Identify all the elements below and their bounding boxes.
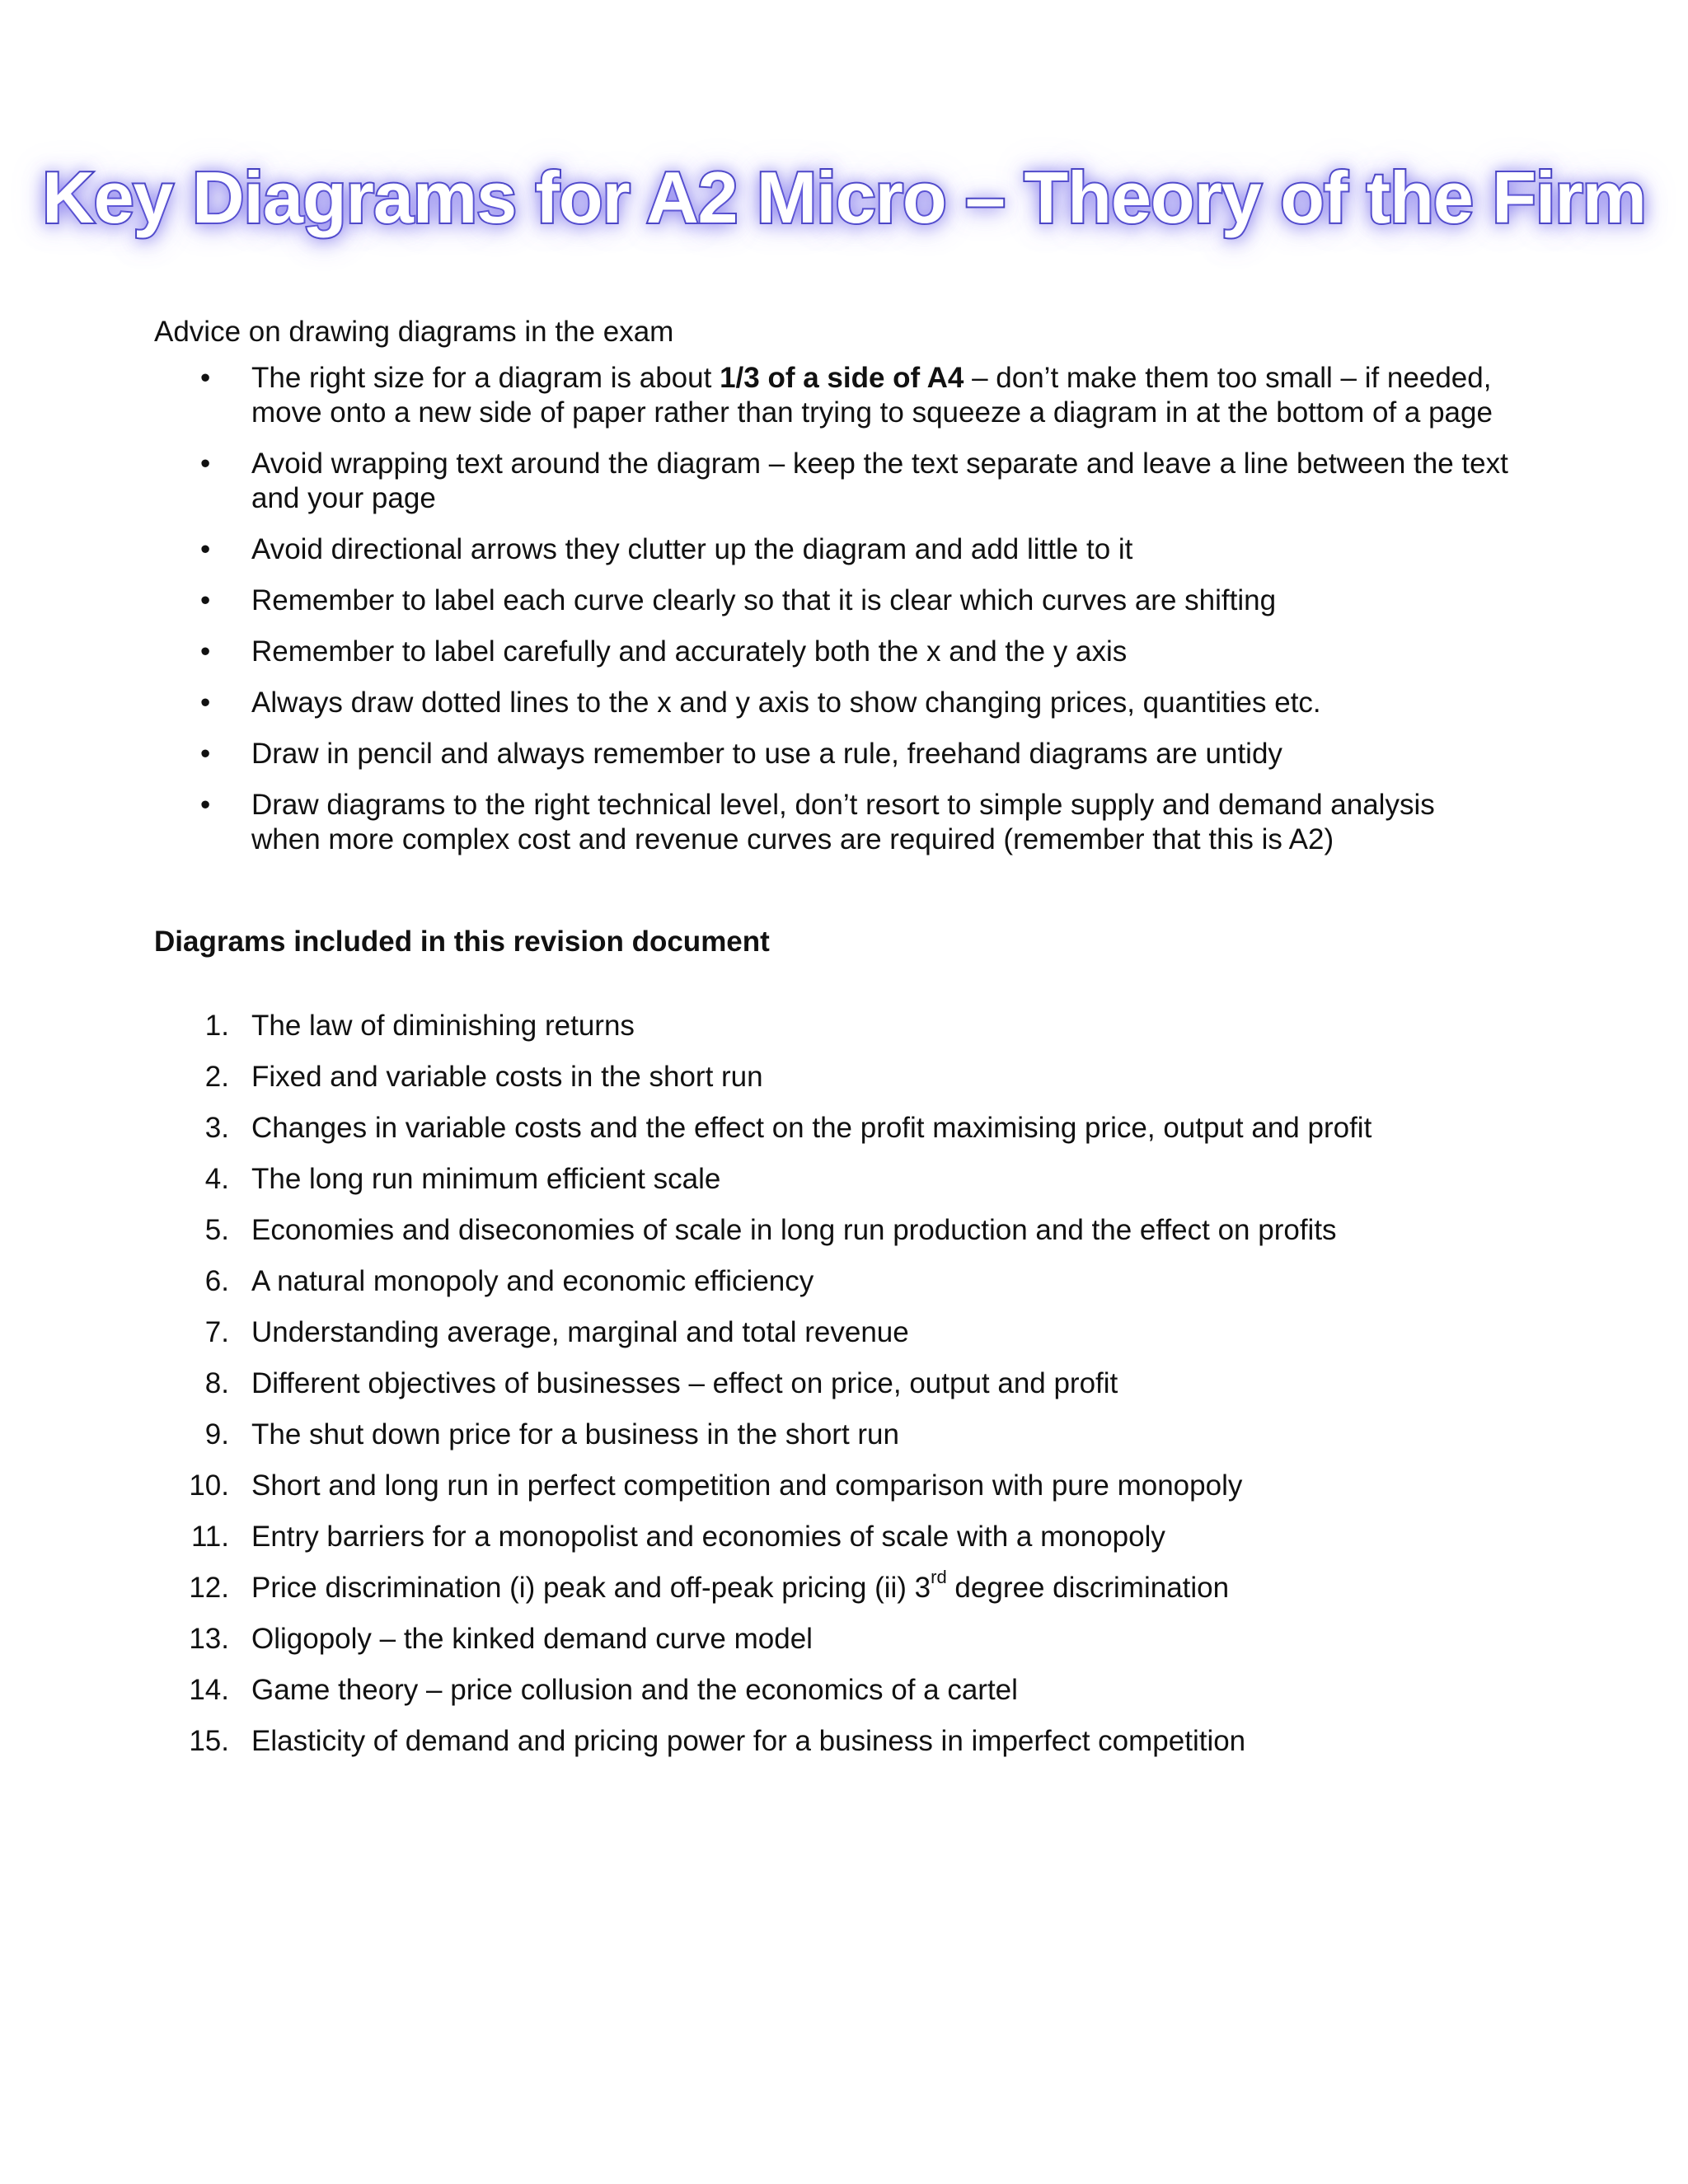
list-text: Elasticity of demand and pricing power for a business in imperfect competition — [251, 1725, 1246, 1757]
list-number: 9. — [204, 1418, 229, 1451]
bullet-icon: • — [200, 738, 211, 770]
list-number: 5. — [204, 1214, 229, 1246]
advice-text-tail: – don’t make them too small – if needed, move onto a new side of paper rather than trying to squeeze a diagram in at the bottom of a page — [251, 362, 1493, 429]
advice-item — [0, 583, 1688, 618]
list-number: 6. — [204, 1265, 229, 1297]
advice-item — [0, 447, 1688, 516]
page-title: Key Diagrams for A2 Micro – Theory of the Firm — [42, 157, 1646, 238]
list-item — [0, 1264, 1688, 1315]
advice-item — [0, 686, 1688, 720]
ordinal-superscript: rd — [931, 1567, 947, 1588]
advice-text: Avoid wrapping text around the diagram – keep the text separate and leave a line between the text and your page — [251, 448, 1508, 514]
bullet-icon: • — [200, 789, 211, 821]
list-number: 2. — [204, 1061, 229, 1093]
advice-text: Always draw dotted lines to the x and y axis to show changing prices, quantities etc. — [251, 687, 1321, 719]
list-number: 4. — [204, 1163, 229, 1195]
list-item — [0, 1060, 1688, 1111]
list-text-tail: degree discrimination — [946, 1572, 1230, 1604]
list-text: Economies and diseconomies of scale in long run production and the effect on profits — [251, 1214, 1337, 1246]
list-text: Game theory – price collusion and the economics of a cartel — [251, 1674, 1018, 1706]
list-item — [0, 1213, 1688, 1264]
list-number: 8. — [204, 1367, 229, 1399]
list-text: The long run minimum efficient scale — [251, 1163, 721, 1195]
advice-text: Avoid directional arrows they clutter up the diagram and add little to it — [251, 533, 1133, 565]
advice-item — [0, 361, 1688, 430]
list-item — [0, 1469, 1688, 1520]
list-text: The shut down price for a business in the short run — [251, 1418, 899, 1451]
list-item — [0, 1622, 1688, 1673]
advice-emphasis: 1/3 of a side of A4 — [720, 362, 964, 394]
list-text: Oligopoly – the kinked demand curve model — [251, 1623, 813, 1655]
list-item — [0, 1673, 1688, 1724]
bullet-icon: • — [200, 584, 211, 616]
advice-intro: Advice on drawing diagrams in the exam — [154, 316, 674, 348]
list-number: 3. — [204, 1112, 229, 1144]
bullet-icon: • — [200, 635, 211, 668]
diagrams-list — [0, 1009, 1688, 1775]
list-item — [0, 1567, 1688, 1622]
advice-text: Draw in pencil and always remember to use a rule, freehand diagrams are untidy — [251, 738, 1282, 770]
diagrams-heading: Diagrams included in this revision document — [154, 926, 770, 958]
list-item — [0, 1418, 1688, 1469]
bullet-icon: • — [200, 687, 211, 719]
list-number: 7. — [204, 1316, 229, 1348]
list-text: Entry barriers for a monopolist and economies of scale with a monopoly — [251, 1521, 1165, 1553]
list-number: 10. — [189, 1469, 229, 1502]
list-text: A natural monopoly and economic efficiency — [251, 1265, 814, 1297]
list-text: The law of diminishing returns — [251, 1010, 635, 1042]
advice-item — [0, 532, 1688, 567]
advice-text: Draw diagrams to the right technical level, don’t resort to simple supply and demand analysis when more complex cost and revenue curves are required (remember that this is A2) — [251, 789, 1435, 855]
list-item — [0, 1315, 1688, 1366]
list-number: 13. — [189, 1623, 229, 1655]
list-number: 11. — [190, 1521, 229, 1553]
advice-list — [0, 361, 1688, 874]
list-item — [0, 1162, 1688, 1213]
bullet-icon: • — [200, 533, 211, 565]
advice-text: Remember to label each curve clearly so that it is clear which curves are shifting — [251, 584, 1277, 616]
list-text: Changes in variable costs and the effect on the profit maximising price, output and profit — [251, 1112, 1372, 1144]
advice-item — [0, 788, 1688, 857]
list-item — [0, 1009, 1688, 1060]
list-text: Price discrimination (i) peak and off-peak pricing (ii) 3 — [251, 1572, 931, 1604]
list-item — [0, 1520, 1688, 1571]
list-number: 12. — [189, 1572, 229, 1604]
list-text: Understanding average, marginal and total revenue — [251, 1316, 909, 1348]
advice-text: Remember to label carefully and accurately both the x and the y axis — [251, 635, 1128, 668]
list-number: 1. — [204, 1010, 229, 1042]
list-number: 15. — [189, 1725, 229, 1757]
list-item — [0, 1724, 1688, 1775]
list-item — [0, 1366, 1688, 1418]
list-text: Short and long run in perfect competition and comparison with pure monopoly — [251, 1469, 1243, 1502]
advice-item — [0, 635, 1688, 669]
advice-text: The right size for a diagram is about — [251, 362, 720, 394]
list-number: 14. — [189, 1674, 229, 1706]
bullet-icon: • — [200, 448, 211, 480]
list-text: Fixed and variable costs in the short run — [251, 1061, 763, 1093]
list-item — [0, 1111, 1688, 1162]
advice-item — [0, 737, 1688, 771]
bullet-icon: • — [200, 362, 211, 394]
list-text-with-superscript — [251, 1567, 1230, 1605]
list-text: Different objectives of businesses – effect on price, output and profit — [251, 1367, 1118, 1399]
